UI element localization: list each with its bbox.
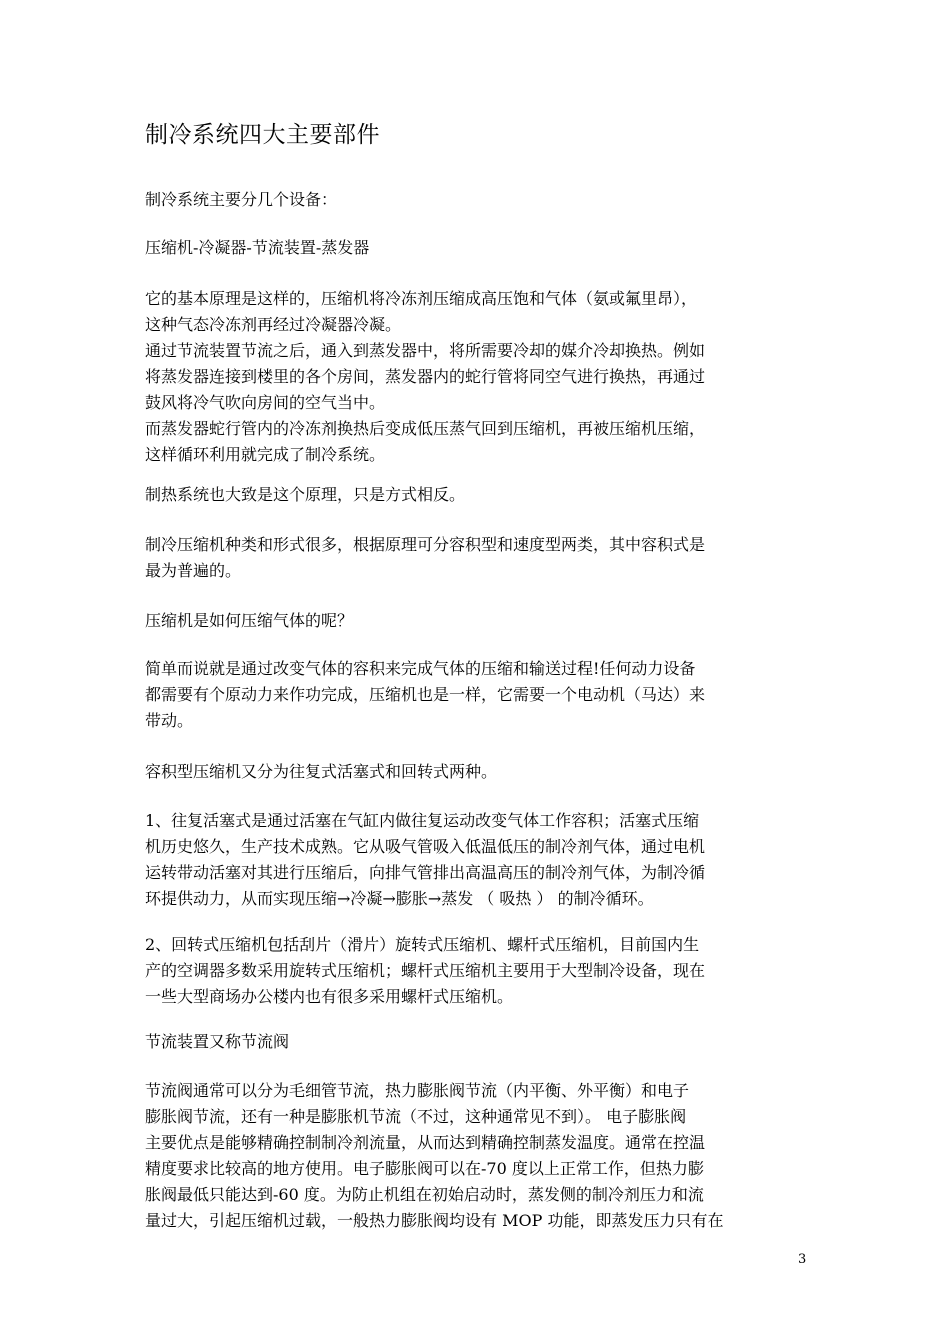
text-line: 压缩机-冷凝器-节流装置-蒸发器 [145,238,370,257]
paragraph-equipment-intro [145,187,810,213]
text-line: 主要优点是能够精确控制制冷剂流量，从而达到精确控制蒸发温度。通常在控温 [145,1133,706,1152]
paragraph-throttle-valves [145,1078,810,1234]
text-line: 产的空调器多数采用旋转式压缩机；螺杆式压缩机主要用于大型制冷设备，现在 [145,961,706,980]
text-line: 带动。 [145,711,194,730]
text-line: 一些大型商场办公楼内也有很多采用螺杆式压缩机。 [145,987,514,1006]
text-line: 最为普遍的。 [145,561,242,580]
text-line: 简单而说就是通过改变气体的容积来完成气体的压缩和输送过程!任何动力设备 [145,659,696,678]
paragraph-question [145,608,810,634]
text-line: 鼓风将冷气吹向房间的空气当中。 [145,393,386,412]
text-line: 2、回转式压缩机包括刮片（滑片）旋转式压缩机、螺杆式压缩机，目前国内生 [145,935,700,954]
page-title: 制冷系统四大主要部件 [145,122,380,148]
text-line: 这样循环利用就完成了制冷系统。 [145,445,386,464]
text-line: 制冷系统主要分几个设备： [145,190,338,209]
text-line: 通过节流装置节流之后，通入到蒸发器中，将所需要冷却的媒介冷却换热。例如 [145,341,706,360]
text-line: 容积型压缩机又分为往复式活塞式和回转式两种。 [145,762,498,781]
paragraph-compressor-types [145,532,810,584]
text-line: 这种气态冷冻剂再经过冷凝器冷凝。 [145,315,402,334]
text-line: 将蒸发器连接到楼里的各个房间，蒸发器内的蛇行管将同空气进行换热，再通过 [145,367,706,386]
text-line: 节流装置又称节流阀 [145,1032,290,1051]
paragraph-positive-displacement [145,759,810,785]
text-line: 膨胀阀节流，还有一种是膨胀机节流（不过，这种通常见不到）。 电子膨胀阀 [145,1107,687,1126]
paragraph-reciprocating [145,808,810,912]
text-line: 制热系统也大致是这个原理，只是方式相反。 [145,485,466,504]
text-line: 机历史悠久，生产技术成熟。它从吸气管吸入低温低压的制冷剂气体，通过电机 [145,837,706,856]
text-line: 而蒸发器蛇行管内的冷冻剂换热后变成低压蒸气回到压缩机，再被压缩机压缩， [145,419,706,438]
paragraph-throttle-heading [145,1029,810,1055]
text-line: 节流阀通常可以分为毛细管节流，热力膨胀阀节流（内平衡、外平衡）和电子 [145,1081,690,1100]
paragraph-basic-principle [145,286,810,468]
text-line: 1、往复活塞式是通过活塞在气缸内做往复运动改变气体工作容积；活塞式压缩 [145,811,700,830]
text-line: 运转带动活塞对其进行压缩后，向排气管排出高温高压的制冷剂气体，为制冷循 [145,863,706,882]
paragraph-heating-system [145,482,810,508]
text-line: 量过大，引起压缩机过载，一般热力膨胀阀均设有 MOP 功能，即蒸发压力只有在 [145,1211,724,1230]
paragraph-rotary [145,932,810,1010]
text-line: 精度要求比较高的地方使用。电子膨胀阀可以在-70 度以上正常工作，但热力膨 [145,1159,704,1178]
text-line: 环提供动力，从而实现压缩→冷凝→膨胀→蒸发 （ 吸热 ） 的制冷循环。 [145,889,654,908]
text-line: 制冷压缩机种类和形式很多，根据原理可分容积型和速度型两类，其中容积式是 [145,535,706,554]
page-number: 3 [798,1252,807,1267]
text-line: 它的基本原理是这样的，压缩机将冷冻剂压缩成高压饱和气体（氨或氟里昂）， [145,289,698,308]
text-line: 都需要有个原动力来作功完成，压缩机也是一样，它需要一个电动机（马达）来 [145,685,706,704]
text-line: 胀阀最低只能达到-60 度。为防止机组在初始启动时，蒸发侧的制冷剂压力和流 [145,1185,704,1204]
paragraph-component-chain [145,235,810,261]
paragraph-compression-explained [145,656,810,734]
text-line: 压缩机是如何压缩气体的呢？ [145,611,354,630]
